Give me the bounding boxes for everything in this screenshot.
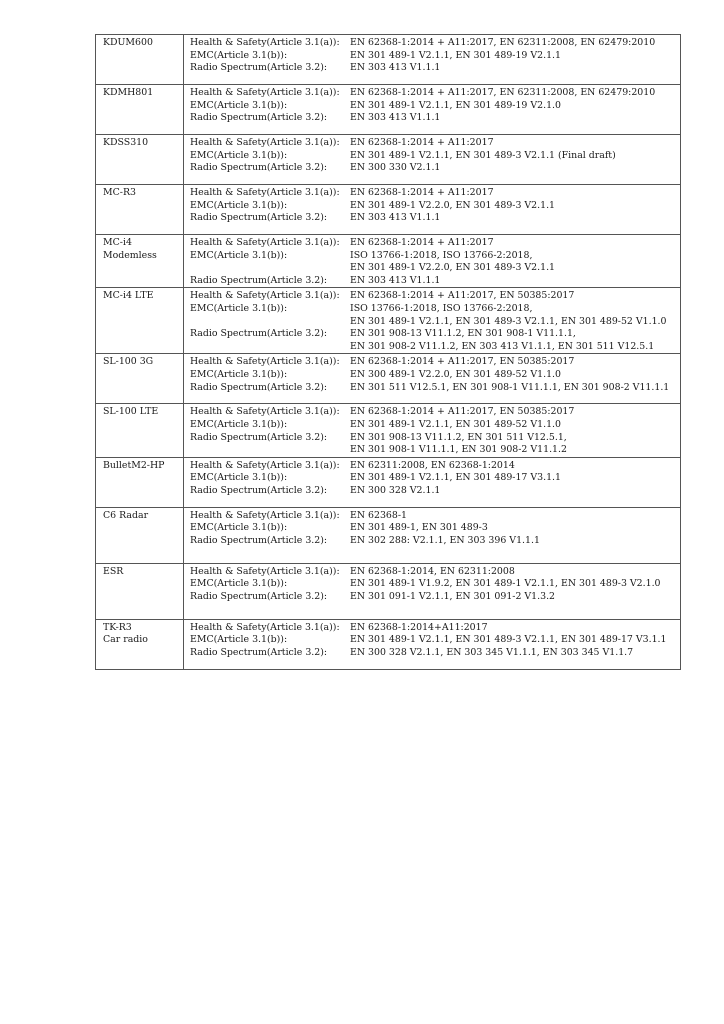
standard-line <box>190 460 675 473</box>
standard-value: EN 301 908-13 V11.1.2, EN 301 511 V12.5.1, <box>350 431 567 443</box>
standard-value: EN 301 511 V12.5.1, EN 301 908-1 V11.1.1, EN 301 908-2 V11.1.1 <box>350 381 670 393</box>
standard-value: EN 303 413 V1.1.1 <box>350 62 441 74</box>
standards-table <box>95 34 681 670</box>
category-label: Health & Safety(Article 3.1(a)): <box>190 565 340 577</box>
standard-value: EN 301 908-13 V11.1.2, EN 301 908-1 V11.1.1, <box>350 328 576 340</box>
standard-value: EN 62368-1:2014 + A11:2017, EN 50385:2017 <box>350 290 575 302</box>
standard-line <box>190 137 675 150</box>
model-name: SL-100 3G <box>103 356 154 368</box>
product-row <box>96 404 681 457</box>
standard-value: EN 62368-1:2014 + A11:2017, EN 62311:2008, EN 62479:2010 <box>350 87 656 98</box>
standard-value: EN 301 489-1 V2.1.1, EN 301 489-52 V1.1.0 <box>350 418 561 430</box>
category-label: EMC(Article 3.1(b)): <box>190 99 288 111</box>
standard-value: EN 301 091-1 V2.1.1, EN 301 091-2 V1.3.2 <box>350 590 556 602</box>
model-name: MC-i4 <box>103 237 132 248</box>
standard-line <box>190 647 675 660</box>
standard-value: EN 302 288: V2.1.1, EN 303 396 V1.1.1 <box>350 534 540 546</box>
standard-line <box>190 100 675 113</box>
standard-line <box>190 634 675 647</box>
table-body <box>96 35 681 670</box>
standards-cell <box>184 235 681 288</box>
standard-value: EN 62368-1:2014+A11:2017 <box>350 621 488 633</box>
category-label: Radio Spectrum(Article 3.2): <box>190 112 328 124</box>
product-row <box>96 85 681 135</box>
category-label: Radio Spectrum(Article 3.2): <box>190 484 328 496</box>
standard-value: EN 62368-1:2014 + A11:2017, EN 50385:2017 <box>350 406 575 418</box>
category-label: EMC(Article 3.1(b)): <box>190 249 288 261</box>
category-label: EMC(Article 3.1(b)): <box>190 49 288 61</box>
category-label: Health & Safety(Article 3.1(a)): <box>190 137 340 148</box>
standard-value: EN 301 489-1 V2.2.0, EN 301 489-3 V2.1.1 <box>350 262 556 274</box>
standard-value: EN 300 489-1 V2.2.0, EN 301 489-52 V1.1.0 <box>350 368 561 380</box>
standard-line <box>190 262 675 275</box>
standard-value: EN 62368-1:2014 + A11:2017 <box>350 187 494 198</box>
standard-value: EN 301 489-1 V2.1.1, EN 301 489-17 V3.1.1 <box>350 472 561 484</box>
standard-line <box>190 485 675 498</box>
product-row <box>96 235 681 288</box>
standard-value: EN 62368-1:2014 + A11:2017, EN 62311:2008, EN 62479:2010 <box>350 37 656 48</box>
standard-line <box>190 472 675 485</box>
model-name: ESR <box>103 565 124 577</box>
standard-value: EN 62368-1:2014 + A11:2017 <box>350 237 494 248</box>
standard-line <box>190 406 675 419</box>
category-label: Health & Safety(Article 3.1(a)): <box>190 37 340 48</box>
category-label: Radio Spectrum(Article 3.2): <box>190 62 328 74</box>
standard-value: EN 301 489-1 V2.1.1, EN 301 489-19 V2.1.0 <box>350 99 561 111</box>
standard-value: EN 300 328 V2.1.1, EN 303 345 V1.1.1, EN 303 345 V1.1.7 <box>350 646 634 658</box>
standard-value: EN 301 489-1 V2.1.1, EN 301 489-3 V2.1.1 (Final draft) <box>350 149 616 161</box>
standard-line <box>190 37 675 50</box>
standard-value: EN 62368-1:2014 + A11:2017 <box>350 137 494 148</box>
standard-value: EN 301 489-1 V2.1.1, EN 301 489-19 V2.1.1 <box>350 49 561 61</box>
standard-value: EN 301 489-1 V2.1.1, EN 301 489-3 V2.1.1, EN 301 489-52 V1.1.0 <box>350 315 667 327</box>
standard-value: ISO 13766-1:2018, ISO 13766-2:2018, <box>350 302 533 314</box>
product-row <box>96 457 681 507</box>
category-label: Radio Spectrum(Article 3.2): <box>190 534 328 546</box>
standard-line <box>190 369 675 382</box>
model-name: C6 Radar <box>103 509 149 521</box>
standard-line <box>190 522 675 535</box>
model-cell <box>96 404 184 457</box>
category-label: EMC(Article 3.1(b)): <box>190 149 288 161</box>
standard-line <box>190 87 675 100</box>
model-name: KDMH801 <box>103 87 154 98</box>
product-row <box>96 185 681 235</box>
category-label: Health & Safety(Article 3.1(a)): <box>190 237 340 248</box>
standard-line <box>190 290 675 303</box>
model-name: Car radio <box>103 634 148 646</box>
category-label <box>190 316 350 329</box>
standard-line <box>190 444 675 457</box>
standard-value: EN 62368-1 <box>350 509 407 521</box>
standard-line <box>190 162 675 175</box>
category-label: Health & Safety(Article 3.1(a)): <box>190 87 340 98</box>
standard-line <box>190 432 675 445</box>
model-cell <box>96 619 184 669</box>
model-name: TK-R3 <box>103 621 132 633</box>
model-name: Modemless <box>103 249 157 261</box>
standard-line <box>190 200 675 213</box>
category-label <box>190 341 350 354</box>
model-cell <box>96 235 184 288</box>
model-cell <box>96 135 184 185</box>
standard-line <box>190 419 675 432</box>
standard-value: EN 301 489-1 V1.9.2, EN 301 489-1 V2.1.1, EN 301 489-3 V2.1.0 <box>350 578 661 590</box>
category-label: Health & Safety(Article 3.1(a)): <box>190 621 340 633</box>
category-label: Health & Safety(Article 3.1(a)): <box>190 187 340 198</box>
standards-cell <box>184 457 681 507</box>
category-label: Radio Spectrum(Article 3.2): <box>190 381 328 393</box>
standard-value: EN 301 908-1 V11.1.1, EN 301 908-2 V11.1.2 <box>350 444 567 456</box>
model-name: SL-100 LTE <box>103 406 159 418</box>
standard-line <box>190 510 675 523</box>
standard-line <box>190 622 675 635</box>
category-label: Health & Safety(Article 3.1(a)): <box>190 290 340 302</box>
standard-line <box>190 356 675 369</box>
standard-value: EN 62311:2008, EN 62368-1:2014 <box>350 459 515 471</box>
standard-line <box>190 578 675 591</box>
model-name: MC-i4 LTE <box>103 290 154 302</box>
standard-line <box>190 62 675 75</box>
category-label: Radio Spectrum(Article 3.2): <box>190 328 328 340</box>
model-cell <box>96 35 184 85</box>
standard-line <box>190 187 675 200</box>
model-cell <box>96 354 184 404</box>
standard-value: EN 301 908-2 V11.1.2, EN 303 413 V1.1.1, EN 301 511 V12.5.1 <box>350 340 655 352</box>
category-label: Radio Spectrum(Article 3.2): <box>190 274 328 286</box>
category-label: Health & Safety(Article 3.1(a)): <box>190 459 340 471</box>
standard-line <box>190 275 675 288</box>
standard-line <box>190 303 675 316</box>
product-row <box>96 135 681 185</box>
category-label: Radio Spectrum(Article 3.2): <box>190 162 328 174</box>
standard-line <box>190 328 675 341</box>
standard-line <box>190 316 675 329</box>
standard-value: EN 62368-1:2014 + A11:2017, EN 50385:2017 <box>350 356 575 368</box>
standards-cell <box>184 507 681 563</box>
standard-value: EN 300 328 V2.1.1 <box>350 484 441 496</box>
category-label: EMC(Article 3.1(b)): <box>190 368 288 380</box>
standard-line <box>190 341 675 354</box>
category-label: EMC(Article 3.1(b)): <box>190 199 288 211</box>
model-cell <box>96 457 184 507</box>
standard-value: EN 301 489-1, EN 301 489-3 <box>350 522 488 534</box>
standard-line <box>190 250 675 263</box>
standards-cell <box>184 288 681 354</box>
product-row <box>96 563 681 619</box>
standard-value: EN 300 330 V2.1.1 <box>350 162 441 174</box>
standard-value: EN 301 489-1 V2.1.1, EN 301 489-3 V2.1.1, EN 301 489-17 V3.1.1 <box>350 634 667 646</box>
category-label: EMC(Article 3.1(b)): <box>190 578 288 590</box>
product-row <box>96 619 681 669</box>
category-label: Radio Spectrum(Article 3.2): <box>190 590 328 602</box>
product-row <box>96 354 681 404</box>
standard-line <box>190 212 675 225</box>
category-label <box>190 262 350 275</box>
standards-cell <box>184 404 681 457</box>
category-label: Health & Safety(Article 3.1(a)): <box>190 356 340 368</box>
category-label: Radio Spectrum(Article 3.2): <box>190 646 328 658</box>
standard-line <box>190 535 675 548</box>
category-label: EMC(Article 3.1(b)): <box>190 634 288 646</box>
model-cell <box>96 563 184 619</box>
model-name: KDUM600 <box>103 37 153 48</box>
category-label <box>190 444 350 457</box>
model-cell <box>96 507 184 563</box>
standard-line <box>190 112 675 125</box>
standard-line <box>190 237 675 250</box>
category-label: EMC(Article 3.1(b)): <box>190 522 288 534</box>
category-label: Radio Spectrum(Article 3.2): <box>190 212 328 224</box>
category-label: Health & Safety(Article 3.1(a)): <box>190 509 340 521</box>
standard-line <box>190 150 675 163</box>
standards-cell <box>184 563 681 619</box>
standards-cell <box>184 85 681 135</box>
standards-cell <box>184 619 681 669</box>
standard-line <box>190 382 675 395</box>
model-name: BulletM2-HP <box>103 459 165 471</box>
standard-value: ISO 13766-1:2018, ISO 13766-2:2018, <box>350 249 533 261</box>
model-cell <box>96 85 184 135</box>
category-label: EMC(Article 3.1(b)): <box>190 418 288 430</box>
standard-value: EN 303 413 V1.1.1 <box>350 112 441 124</box>
model-cell <box>96 185 184 235</box>
standard-value: EN 303 413 V1.1.1 <box>350 212 441 224</box>
product-row <box>96 288 681 354</box>
standard-value: EN 303 413 V1.1.1 <box>350 274 441 286</box>
category-label: EMC(Article 3.1(b)): <box>190 472 288 484</box>
standard-value: EN 62368-1:2014, EN 62311:2008 <box>350 565 515 577</box>
model-name: KDSS310 <box>103 137 149 148</box>
product-row <box>96 507 681 563</box>
model-cell <box>96 288 184 354</box>
category-label: Health & Safety(Article 3.1(a)): <box>190 406 340 418</box>
model-name: MC-R3 <box>103 187 136 198</box>
standard-line <box>190 591 675 604</box>
standards-cell <box>184 35 681 85</box>
product-row <box>96 35 681 85</box>
standard-value: EN 301 489-1 V2.2.0, EN 301 489-3 V2.1.1 <box>350 199 556 211</box>
category-label: EMC(Article 3.1(b)): <box>190 302 288 314</box>
standards-cell <box>184 185 681 235</box>
standard-line <box>190 50 675 63</box>
standards-cell <box>184 135 681 185</box>
standards-cell <box>184 354 681 404</box>
standard-line <box>190 566 675 579</box>
category-label: Radio Spectrum(Article 3.2): <box>190 431 328 443</box>
